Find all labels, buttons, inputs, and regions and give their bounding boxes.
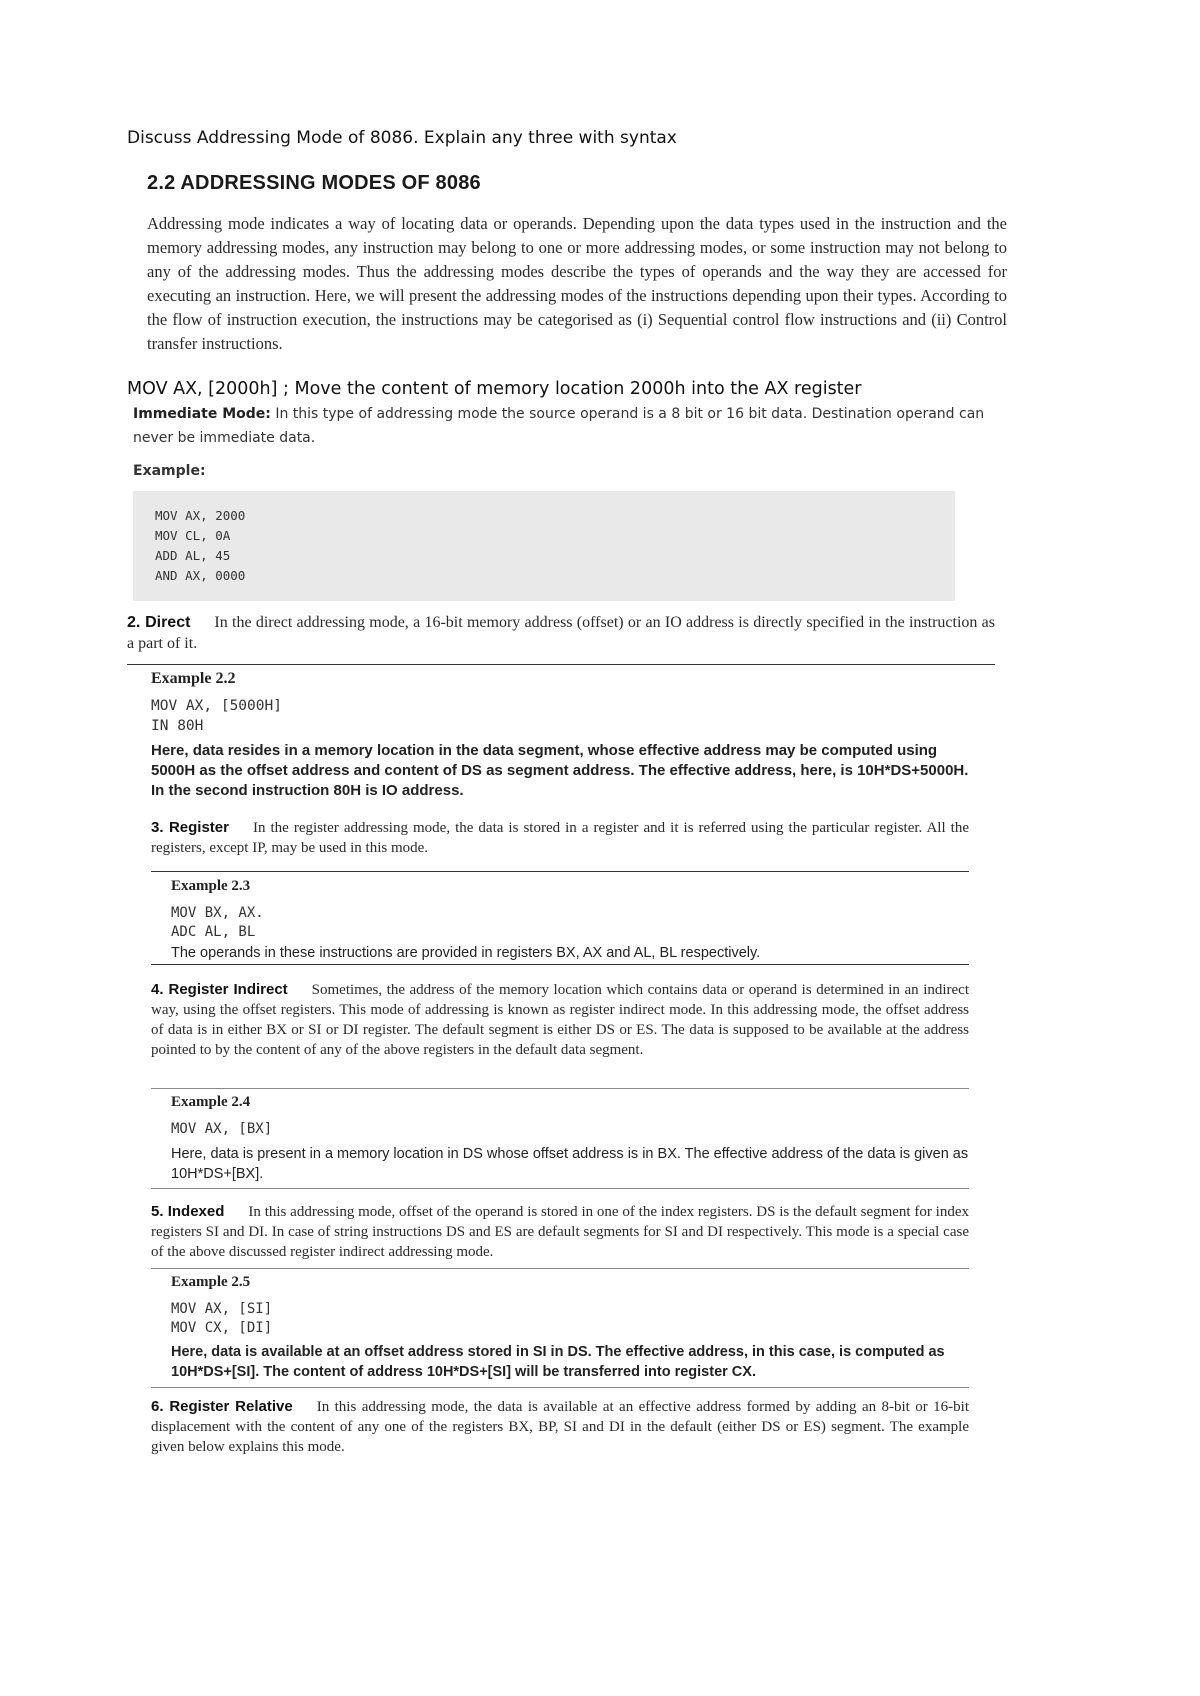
register-paragraph (151, 818, 969, 858)
indexed-label: 5. Indexed (151, 1203, 225, 1220)
indexed-paragraph (151, 1202, 969, 1262)
indexed-divider (151, 1268, 969, 1269)
direct-divider (127, 664, 995, 665)
register-relative-text: In this addressing mode, the data is available at an effective address formed by adding an 8-bit or 16-bit displacement with the content of any one of the registers BX, BP, SI and DI in the default (either DS or ES) segment. The example given below explains this mode. (151, 1399, 969, 1455)
direct-label: 2. Direct (127, 614, 191, 631)
direct-paragraph (127, 612, 995, 654)
example-2-2-explanation: Here, data resides in a memory location in the data segment, whose effective address may be computed using 5000H as the offset address and content of DS as segment address. The effective address, here, is 10H*DS+5000H. In the second instruction 80H is IO address. (151, 742, 969, 799)
example-2-5-title: Example 2.5 (171, 1274, 251, 1290)
question-text: Discuss Addressing Mode of 8086. Explain any three with syntax (127, 128, 677, 148)
example-2-4-code: MOV AX, [BX] (171, 1121, 273, 1137)
register-relative-paragraph (151, 1397, 969, 1457)
example-2-5-explanation: Here, data is available at an offset address stored in SI in DS. The effective address, in this case, is computed as 10H*DS+[SI]. The content of address 10H*DS+[SI] will be transferred into register CX. (171, 1344, 945, 1380)
mov-note: MOV AX, [2000h] ; Move the content of memory location 2000h into the AX register (127, 379, 862, 399)
example-2-5-code: MOV AX, [SI] MOV CX, [DI] (171, 1301, 273, 1336)
example-2-2-code: MOV AX, [5000H] IN 80H (151, 698, 282, 734)
register-indirect-divider (151, 1088, 969, 1089)
direct-text: In the direct addressing mode, a 16-bit memory address (offset) or an IO address is directly specified in the instruction as a part of it. (127, 614, 995, 652)
immediate-mode-paragraph (133, 402, 1013, 450)
example-2-4-explanation: Here, data is present in a memory location in DS whose offset address is in BX. The effective address of the data is given as 10H*DS+[BX]. (171, 1146, 969, 1182)
register-indirect-paragraph (151, 980, 969, 1060)
register-indirect-bottom-divider (151, 1188, 969, 1189)
indexed-text: In this addressing mode, offset of the operand is stored in one of the index registers. DS is the default segment for index registers SI and DI. In case of string instructions DS and ES are default segments for SI and DI respectively. This mode is a special case of the above discussed register indirect addressing mode. (151, 1204, 969, 1260)
register-relative-label: 6. Register Relative (151, 1398, 293, 1415)
register-label: 3. Register (151, 819, 229, 836)
immediate-example-label: Example: (133, 463, 206, 479)
indexed-bottom-divider (151, 1387, 969, 1388)
register-indirect-label: 4. Register Indirect (151, 981, 288, 998)
immediate-code-box (133, 491, 955, 601)
example-2-3-explanation: The operands in these instructions are provided in registers BX, AX and AL, BL respectively. (171, 945, 761, 961)
register-divider (151, 871, 969, 872)
section-heading: 2.2 ADDRESSING MODES OF 8086 (147, 172, 481, 194)
immediate-mode-label: Immediate Mode: (133, 406, 271, 422)
intro-paragraph: Addressing mode indicates a way of locating data or operands. Depending upon the data types used in the instruction and the memory addressing modes, any instruction may belong to one or more addressing modes, or some instruction may not belong to any of the addressing modes. Thus the addressing modes describe the types of operands and the way they are accessed for executing an instruction. Here, we will present the addressing modes of the instructions depending upon their types. According to the flow of instruction execution, the instructions may be categorised as (i) Sequential control flow instructions and (ii) Control transfer instructions. (147, 214, 1007, 353)
example-2-3-code: MOV BX, AX. ADC AL, BL (171, 905, 264, 940)
register-bottom-divider (151, 964, 969, 965)
example-2-3-title: Example 2.3 (171, 878, 251, 894)
example-2-2-title: Example 2.2 (151, 670, 236, 687)
immediate-mode-text: In this type of addressing mode the source operand is a 8 bit or 16 bit data. Destination operand can never be immediate data. (133, 406, 985, 446)
example-2-4-title: Example 2.4 (171, 1094, 251, 1110)
register-text: In the register addressing mode, the data is stored in a register and it is referred using the particular register. All the registers, except IP, may be used in this mode. (151, 820, 969, 856)
immediate-code: MOV AX, 2000 MOV CL, 0A ADD AL, 45 AND AX, 0000 (155, 508, 246, 583)
register-indirect-text: Sometimes, the address of the memory location which contains data or operand is determined in an indirect way, using the offset registers. This mode of addressing is known as register indirect mode. In this addressing mode, the offset address of data is in either BX or SI or DI register. The default segment is either DS or ES. The data is supposed to be available at the address pointed to by the content of any of the above registers in the default data segment. (151, 982, 970, 1058)
